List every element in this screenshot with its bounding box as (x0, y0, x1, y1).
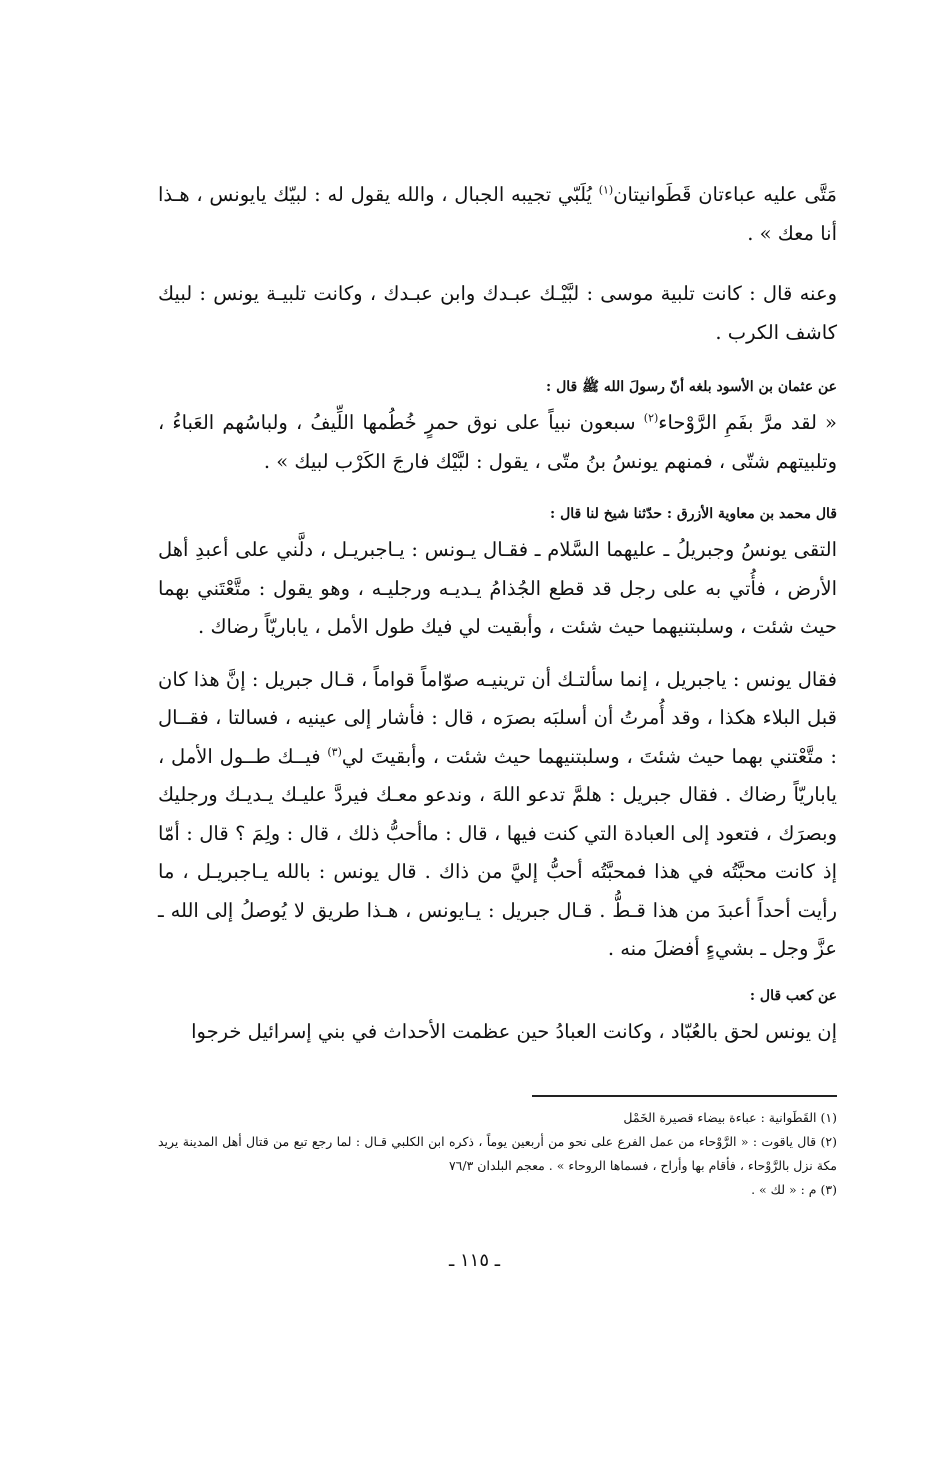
page-body (158, 176, 837, 1471)
footnote-1: (١) القَطَوانية : عباءة بيضاء قصيرة الخَمْل (623, 1110, 837, 1125)
narration-heading-azraq: قال محمد بن معاوية الأزرق : حدّثنا شيخ لنا قال : (550, 506, 837, 522)
paragraph-kaab: إن يونس لحق بالعُبّاد ، وكانت العبادُ حين عظمت الأحداث في بني إسرائيل خرجوا (191, 1019, 837, 1043)
paragraph-yunus-jibril: التقى يونسُ وجبريلُ ـ عليهما السَّلام ـ فقـال يـونس : يـاجبريـل ، دلَّني على أعبدِ أهل الأرض ، فأُتي به على رجل قد قطع الجُذامُ يـديـه ورجليـه ، وهو يقول : متَّعْتَني بهما حيث شئت ، وسلبتنيهما حيث شئت ، وأبقيت لي فيك طول الأمل ، ياباريّاً رضاك . (158, 538, 837, 638)
footnote-ref-2: (٢) (643, 411, 659, 425)
footnote-divider (532, 1095, 837, 1097)
paragraph-text: فقال يونس : ياجبريل ، إنما سألتـك أن ترينيـه صوّاماً قواماً ، قـال جبريل : إنَّ هذا كان قبل البلاء هكذا ، وقد أُمرتُ أن أسلبَه بصرَه ، قال : فأشار إلى عينيه ، فسالتا ، فقــال : متَّعْتني بهما حيث شئتَ ، وسلبتنيهما حيث شئت ، وأبقيتَ لي (158, 667, 837, 768)
narration-heading-kaab: عن كعب قال : (749, 987, 837, 1004)
paragraph-dialogue (158, 661, 837, 969)
footnotes (158, 1106, 837, 1202)
paragraph-text: « لقد مرَّ بفَمِ الرَّوْحاء (658, 411, 837, 434)
paragraph-text: سبعون نبياً على نوق حمرٍ خُطُمها اللِّيفُ ، ولباسُهم العَباءُ ، وتلبيتهم شتّى ، فمنهم يونسُ بنُ متّى ، يقول : لبَّيْك فارجَ الكَرْب لبيك » . (158, 411, 837, 473)
paragraph-text: مَتَّى عليه عباءتان قَطَوانيتان (613, 183, 837, 206)
footnote-ref-1: (١) (598, 183, 614, 197)
footnote-2: (٢) قال ياقوت : « الرَّوْحاء من عمل الفرع على نحو من أربعين يوماً ، ذكره ابن الكلبي قـال : لما رجع تبع من قتال أهل المدينة يريد مكة نزل بالرَّوْحاء ، فأقام بها وأراح ، فسماها الروحاء » . معجم البلدان ٧٦/٣ (158, 1134, 837, 1173)
narration-heading-uthman: عن عثمان بن الأسود بلغه أنّ رسولَ الله ﷺ قال : (546, 379, 837, 395)
footnote-ref-3: (٣) (327, 745, 342, 758)
paragraph-moses-talbiya: وعنه قال : كانت تلبية موسى : لبَّيْـك عبـدك وابن عبـدك ، وكانت تلبيـة يونس : لبيك كاشف الكرب . (158, 282, 837, 344)
footnote-3: (٣) م : « لك » . (751, 1182, 837, 1197)
paragraph-rawha (158, 404, 837, 481)
paragraph-text: يُلَبّي تجيبه الجبال ، والله يقول له : لبيّك يايونس ، هـذا أنا معك » . (158, 183, 837, 245)
paragraph-continuation (158, 176, 837, 253)
paragraph-text: فيــك طــول الأمل ، ياباريّاً رضاك . فقال جبريل : هلمَّ تدعو اللهَ ، وندعو معـك فيردَّ عليـك يـديـك ورجليك وبصرَك ، فتعود إلى العبادة التي كنت فيها ، قال : ماأحبُّ ذلك ، قال : ولِمَ ؟ قال : أمّا إذ كانت محبَّتُه في هذا فمحبَّتُه أحبُّ إليَّ من ذاك . قال يونس : بالله يـاجبريـل ، ما رأيت أحداً أعبدَ من هذا قـطُّ . قـال جبريل : يـايونس ، هـذا طريق لا يُوصلُ إلى الله ـ عزَّ وجل ـ بشيءٍ أفضلَ منه . (158, 744, 837, 960)
page-number: ـ ١١٥ ـ (448, 1250, 500, 1271)
